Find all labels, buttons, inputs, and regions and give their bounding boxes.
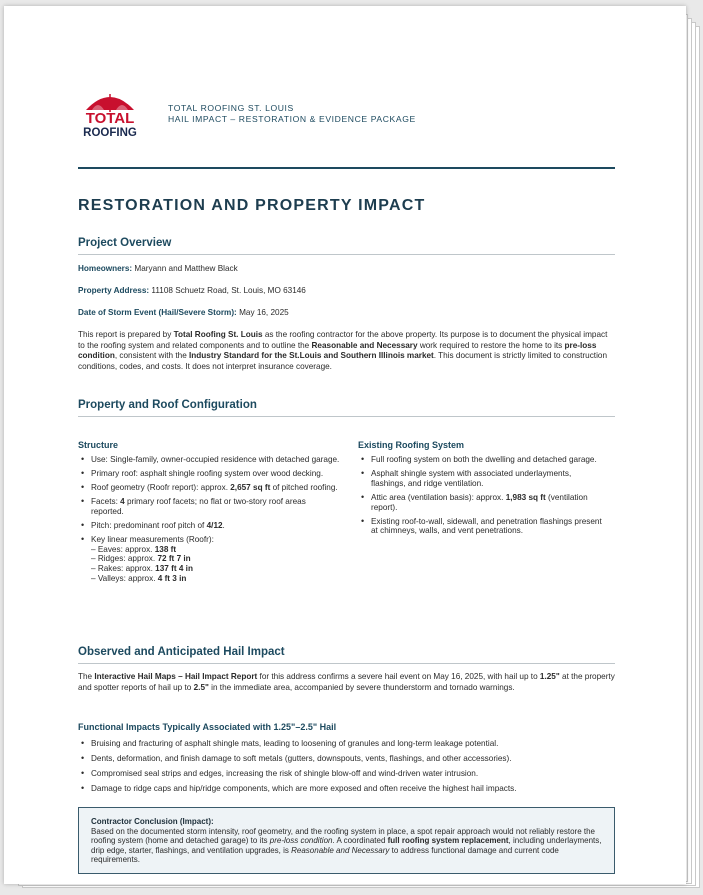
list-item: • Attic area (ventilation basis): approx. 1,983 sq ft (ventilation report). [358,493,608,513]
homeowners-value: Maryann and Matthew Black [132,264,238,273]
list-item: • Facets: 4 primary roof facets; no flat or two-story roof areas reported. [78,497,340,517]
address-value: 11108 Schuetz Road, St. Louis, MO 63146 [149,286,306,295]
document-header [78,88,615,164]
list-item: • Asphalt shingle system with associated underlayments, flashings, and ridge ventilation. [358,469,608,489]
address-field [78,286,306,296]
functional-impacts-heading: Functional Impacts Typically Associated with 1.25"–2.5" Hail [78,722,337,732]
section-divider [78,663,615,664]
structure-list [78,455,340,584]
list-item: • Bruising and fracturing of asphalt shingle mats, leading to loosening of granules and long-term leakage potential. [78,739,615,749]
section-heading-hail: Observed and Anticipated Hail Impact [78,646,285,658]
section-heading-overview: Project Overview [78,237,172,249]
svg-text:TOTAL: TOTAL [85,110,135,127]
list-item: • Roof geometry (Roofr report): approx. 2,657 sq ft of pitched roofing. [78,483,340,493]
conclusion-text: Based on the documented storm intensity, roof geometry, and the roofing system in place, a spot repair approach would not reliably restore the roofing system (home and detached garage) to its pre-loss condition. A coordinated full roofing system replacement, including underlayments, drip edge, starter, flashings, and ventilation upgrades, is Reasonable and Necessary to address functional damage and current code requirements. [91,826,602,865]
section-heading-configuration: Property and Roof Configuration [78,399,257,411]
storm-date-label: Date of Storm Event (Hail/Severe Storm): [78,308,237,317]
list-item: • Damage to ridge caps and hip/ridge components, which are more exposed and often receive the highest hail impacts. [78,784,615,794]
list-item: • Key linear measurements (Roofr): – Eaves: approx. 138 ft – Ridges: approx. 72 ft 7 in – Rakes: approx. 137 ft 4 in – Valleys: approx. 4 ft 3 in [78,535,340,584]
section-divider [78,254,615,255]
list-item: • Dents, deformation, and finish damage to soft metals (gutters, downspouts, vents, flashings, and other accessories). [78,754,615,764]
contractor-conclusion-box [78,807,615,874]
eaves-measure: – Eaves: approx. 138 ft [91,544,177,554]
list-item: • Use: Single-family, owner-occupied residence with detached garage. [78,455,340,465]
header-divider [78,167,615,169]
company-name: TOTAL ROOFING ST. LOUIS [168,103,294,113]
package-title: HAIL IMPACT – RESTORATION & EVIDENCE PACKAGE [168,114,416,124]
total-roofing-logo [78,88,142,140]
impacts-list-container [78,739,615,799]
address-label: Property Address: [78,286,150,295]
structure-list-container [78,455,340,588]
conclusion-title: Contractor Conclusion (Impact): [91,817,214,826]
section-divider [78,416,615,417]
existing-system-list [358,455,608,536]
existing-system-heading: Existing Roofing System [358,440,465,450]
structure-heading: Structure [78,440,119,450]
ridges-measure: – Ridges: approx. 72 ft 7 in [91,554,191,564]
company-info [168,103,416,125]
list-item: • Pitch: predominant roof pitch of 4/12. [78,521,340,531]
homeowners-field [78,264,238,274]
document-page [4,6,686,884]
storm-date-value: May 16, 2025 [236,308,289,317]
hail-paragraph: The Interactive Hail Maps – Hail Impact Report for this address confirms a severe hail event on May 16, 2025, with hail up to 1.25" at the property and spotter reports of hail up to 2.5" in the immediate area, accompanied by severe thunderstorm and tornado warnings. [78,672,615,692]
list-item: • Primary roof: asphalt shingle roofing system over wood decking. [78,469,340,479]
rakes-measure: – Rakes: approx. 137 ft 4 in [91,564,193,574]
page-title: RESTORATION AND PROPERTY IMPACT [78,197,426,214]
storm-date-field [78,308,289,318]
list-item: • Compromised seal strips and edges, increasing the risk of shingle blow-off and wind-driven water intrusion. [78,769,615,779]
list-item: • Existing roof-to-wall, sidewall, and penetration flashings present at chimneys, walls, and vent penetrations. [358,517,608,537]
overview-paragraph: This report is prepared by Total Roofing St. Louis as the roofing contractor for the above property. Its purpose is to document the physical impact to the roofing system and related components and to outline the Reasonable and Necessary work required to restore the home to its pre-loss condition, consistent with the Industry Standard for the St.Louis and Southern Illinois market. This document is strictly limited to construction conditions, codes, and costs. It does not interpret insurance coverage. [78,330,608,371]
existing-list-container [358,455,608,540]
impacts-list [78,739,615,794]
list-item: • Full roofing system on both the dwelling and detached garage. [358,455,608,465]
homeowners-label: Homeowners: [78,264,133,273]
svg-text:ROOFING: ROOFING [83,127,137,139]
valleys-measure: – Valleys: approx. 4 ft 3 in [91,573,187,583]
